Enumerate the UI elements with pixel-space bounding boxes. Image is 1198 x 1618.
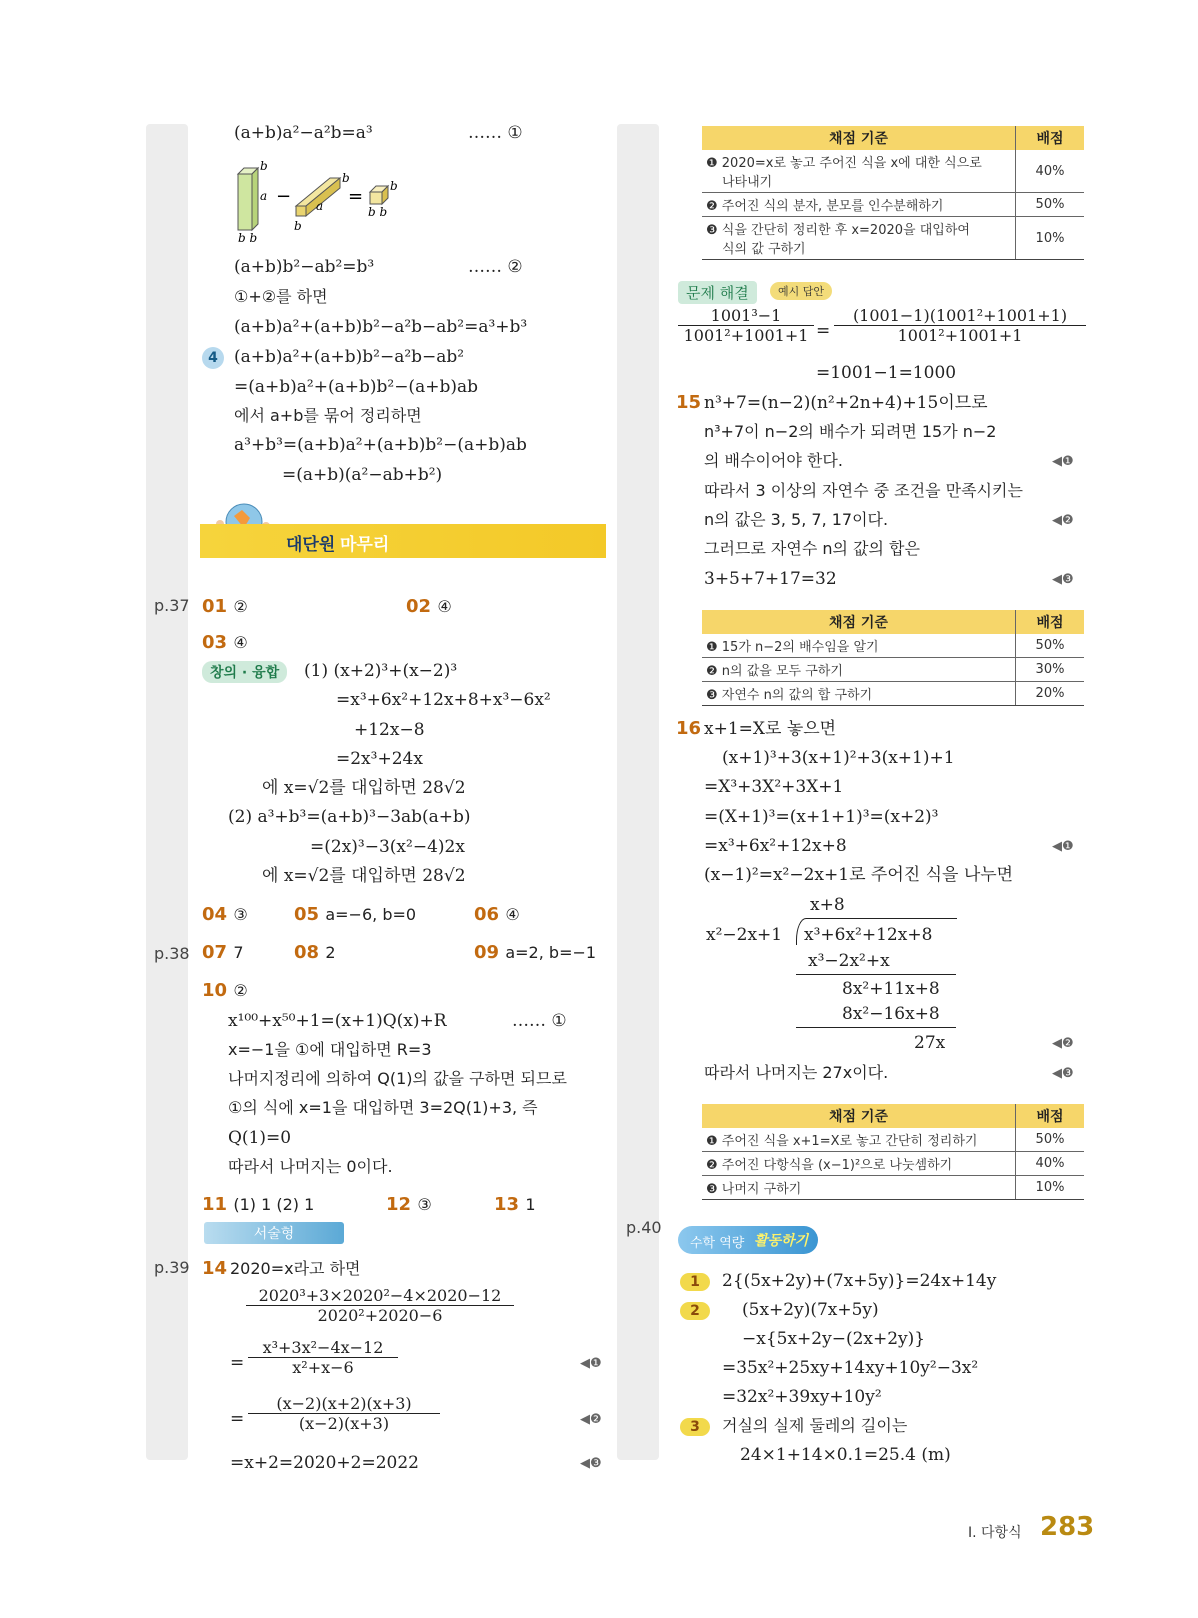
t3-row-3-points: 10%: [1016, 1176, 1085, 1200]
div-remainder-1: 8x²+11x+8: [842, 979, 940, 999]
creative-line-2: =x³+6x²+12x+8+x³−6x²: [336, 690, 551, 710]
q10-line-6: 따라서 나머지는 0이다.: [228, 1157, 393, 1176]
creative-line-1: (1) (x+2)³+(x−2)³: [304, 661, 458, 681]
answer-06: 06 ④: [474, 904, 520, 925]
activity-line-7: 24×1+14×0.1=25.4 (m): [740, 1445, 951, 1465]
q15-line-6: 그러므로 자연수 n의 값의 합은: [704, 539, 920, 558]
q14-f1-den: 2020²+2020−6: [317, 1306, 443, 1325]
activity-line-3: −x{5x+2y−(2x+2y)}: [742, 1329, 926, 1349]
band-title-part1: 대단원: [286, 535, 336, 555]
t2-row-3-points: 20%: [1016, 682, 1085, 706]
t2-row-2-criteria: ❷ n의 값을 모두 구하기: [702, 658, 1016, 682]
creative-line-6: (2) a³+b³=(a+b)³−3ab(a+b): [228, 807, 471, 827]
step-4-line-4: a³+b³=(a+b)a²+(a+b)b²−(a+b)ab: [234, 435, 527, 455]
q10-line-4: ①의 식에 x=1을 대입하면 3=2Q(1)+3, 즉: [228, 1098, 538, 1117]
div-quotient: x+8: [810, 895, 845, 915]
right-margin-bar: [617, 124, 659, 1460]
q15-line-2: n³+7이 n−2의 배수가 되려면 15가 n−2: [704, 422, 997, 441]
q14-fraction-2: [248, 1338, 398, 1377]
q10-line-3: 나머지정리에 의하여 Q(1)의 값을 구하면 되므로: [228, 1069, 567, 1088]
combine-text: ①+②를 하면: [234, 287, 328, 306]
q15-line-3: 의 배수이어야 한다.: [704, 451, 843, 470]
eq-3: (a+b)a²+(a+b)b²−a²b−ab²=a³+b³: [234, 317, 528, 337]
div-rule-1: [796, 974, 956, 975]
t3-row-1-points: 50%: [1016, 1128, 1085, 1152]
label-a: a: [260, 189, 268, 203]
q14-f3-den: (x−2)(x+3): [298, 1414, 390, 1433]
div-subtract-2: 8x²−16x+8: [842, 1004, 940, 1024]
ps-f1-num: 1001³−1: [678, 306, 814, 326]
ps-fraction-1: [678, 306, 814, 345]
ps-eq: =: [816, 321, 831, 341]
t1-row-2-criteria: ❷ 주어진 식의 분자, 분모를 인수분해하기: [702, 193, 1016, 217]
creative-line-3: +12x−8: [354, 720, 425, 740]
q16-line-1: x+1=X로 놓으면: [704, 719, 837, 739]
q15-marker-2: ◀❷: [1052, 513, 1074, 528]
page-ref-40: p.40: [626, 1218, 662, 1237]
t1-row-3-criteria: ❸ 식을 간단히 정리한 후 x=2020을 대입하여 식의 값 구하기: [702, 217, 1016, 260]
score-table-3: [702, 1104, 1084, 1200]
t3-row-2-points: 40%: [1016, 1152, 1085, 1176]
q14-last: =x+2=2020+2=2022: [230, 1453, 419, 1473]
answer-02: 02 ④: [406, 596, 452, 617]
diagram-eq: =: [348, 186, 364, 207]
band-title-part2: 마무리: [340, 535, 390, 555]
t3-row-1-criteria: ❶ 주어진 식을 x+1=X로 놓고 간단히 정리하기: [702, 1128, 1016, 1152]
q14-number: 14: [202, 1258, 228, 1279]
label-b-cube: b: [390, 179, 398, 193]
q16-line-5: =x³+6x²+12x+8: [704, 836, 847, 856]
t3-header-criteria: 채점 기준: [702, 1104, 1016, 1128]
label-a-long: a: [316, 199, 324, 213]
t2-row-2-points: 30%: [1016, 658, 1085, 682]
q15-line-4: 따라서 3 이상의 자연수 중 조건을 만족시키는: [704, 481, 1023, 500]
q16-marker-2: ◀❷: [1052, 1036, 1074, 1051]
q10-line-1-tag: …… ①: [512, 1011, 567, 1031]
div-subtract-1: x³−2x²+x: [808, 951, 890, 971]
div-dividend: x³+6x²+12x+8: [804, 925, 933, 945]
t2-row-1-points: 50%: [1016, 634, 1085, 658]
q14-fraction-1: [246, 1286, 514, 1325]
q14-f1-num: 2020³+3×2020²−4×2020−12: [246, 1286, 514, 1306]
q14-fraction-3: [248, 1394, 440, 1433]
q14-marker-3: ◀❸: [580, 1456, 602, 1471]
div-rule-2: [796, 1027, 956, 1028]
q16-line-2: (x+1)³+3(x+1)²+3(x+1)+1: [722, 748, 955, 768]
answer-12: 12 ③: [386, 1194, 432, 1215]
q14-f2-num: x³+3x²−4x−12: [248, 1338, 398, 1358]
t2-header-criteria: 채점 기준: [702, 610, 1016, 634]
q15-line-7: 3+5+7+17=32: [704, 569, 837, 589]
t3-header-points: 배점: [1016, 1104, 1085, 1128]
activity-line-4: =35x²+25xy+14xy+10y²−3x²: [722, 1358, 979, 1378]
cuboid-diagram: [232, 158, 412, 242]
answer-03: 03 ④: [202, 632, 248, 653]
answer-13: 13 1: [494, 1194, 536, 1215]
label-b-bottom: b b: [238, 231, 258, 242]
q10-line-2: x=−1을 ①에 대입하면 R=3: [228, 1040, 432, 1059]
creative-line-8: 에 x=√2를 대입하면 28√2: [262, 866, 466, 886]
ps-f1-den: 1001²+1001+1: [683, 326, 809, 345]
t2-row-1-criteria: ❶ 15가 n−2의 배수임을 알기: [702, 634, 1016, 658]
t1-row-2-points: 50%: [1016, 193, 1085, 217]
eq-2: (a+b)b²−ab²=b³: [234, 257, 375, 277]
page-ref-37: p.37: [154, 596, 190, 615]
label-b-long: b: [342, 171, 350, 185]
step-4-circle: 4: [202, 347, 224, 369]
creative-line-5: 에 x=√2를 대입하면 28√2: [262, 778, 466, 798]
step-4-line-3: 에서 a+b를 묶어 정리하면: [234, 406, 422, 425]
answer-05: 05 a=−6, b=0: [294, 904, 417, 925]
eq-2-tag: …… ②: [468, 257, 523, 277]
t3-row-3-criteria: ❸ 나머지 구하기: [702, 1176, 1016, 1200]
section-band: [200, 524, 606, 558]
q16-line-4: =(X+1)³=(x+1+1)³=(x+2)³: [704, 807, 939, 827]
activity-step-2: 2: [680, 1302, 710, 1320]
creative-line-7: =(2x)³−3(x²−4)2x: [310, 837, 465, 857]
creative-badge: 창의 · 융합: [202, 661, 287, 683]
q14-eq-1: =: [230, 1353, 245, 1373]
div-remainder-2: 27x: [914, 1033, 946, 1053]
step-4-line-5: =(a+b)(a²−ab+b²): [282, 465, 443, 485]
q16-number: 16: [676, 718, 702, 739]
small-cube: [370, 186, 388, 204]
diagram-minus: −: [276, 186, 292, 207]
footer-chapter: Ⅰ. 다항식: [968, 1525, 1022, 1541]
q16-line-6: (x−1)²=x²−2x+1로 주어진 식을 나누면: [704, 865, 1014, 885]
math-activity-badge-b: 활동하기: [754, 1233, 809, 1249]
q16-marker-3: ◀❸: [1052, 1066, 1074, 1081]
answer-10: 10 ②: [202, 980, 248, 1001]
q15-line-1: n³+7=(n−2)(n²+2n+4)+15이므로: [704, 393, 988, 413]
t2-header-points: 배점: [1016, 610, 1085, 634]
q14-intro: 2020=x라고 하면: [230, 1259, 361, 1278]
t2-row-3-criteria: ❸ 자연수 n의 값의 합 구하기: [702, 682, 1016, 706]
score-table-2: [702, 610, 1084, 706]
ps-f2-den: 1001²+1001+1: [897, 326, 1023, 345]
t1-row-1-criteria: ❶ 2020=x로 놓고 주어진 식을 x에 대한 식으로 나타내기: [702, 150, 1016, 193]
t1-header-criteria: 채점 기준: [702, 126, 1016, 150]
page-ref-38: p.38: [154, 944, 190, 963]
label-b-long2: b: [294, 219, 302, 233]
activity-line-1: 2{(5x+2y)+(7x+5y)}=24x+14y: [722, 1271, 997, 1291]
q14-f3-num: (x−2)(x+2)(x+3): [248, 1394, 440, 1414]
q14-marker-2: ◀❷: [580, 1412, 602, 1427]
q10-line-1: x¹⁰⁰+x⁵⁰+1=(x+1)Q(x)+R: [228, 1011, 447, 1031]
q14-f2-den: x²+x−6: [292, 1358, 354, 1377]
label-b-cube2: b b: [368, 205, 388, 219]
ps-result: =1001−1=1000: [816, 363, 957, 383]
answer-01: 01 ②: [202, 596, 248, 617]
answer-09: 09 a=2, b=−1: [474, 942, 597, 963]
example-answer-badge: 예시 답안: [770, 282, 832, 300]
footer-page-number: 283: [1040, 1512, 1095, 1542]
tall-cuboid: [238, 168, 258, 230]
essay-badge: 서술형: [204, 1222, 344, 1244]
activity-line-5: =32x²+39xy+10y²: [722, 1387, 882, 1407]
activity-line-6: 거실의 실제 둘레의 길이는: [722, 1416, 908, 1435]
div-divisor: x²−2x+1: [706, 925, 783, 945]
t3-row-2-criteria: ❷ 주어진 다항식을 (x−1)²으로 나눗셈하기: [702, 1152, 1016, 1176]
q15-marker-1: ◀❶: [1052, 454, 1074, 469]
ps-f2-num: (1001−1)(1001²+1001+1): [834, 306, 1086, 326]
t1-row-1-points: 40%: [1016, 150, 1085, 193]
answer-11: 11 (1) 1 (2) 1: [202, 1194, 315, 1215]
q15-number: 15: [676, 392, 702, 413]
label-b-top: b: [260, 159, 268, 173]
q16-marker-1: ◀❶: [1052, 839, 1074, 854]
score-table-1: [702, 126, 1084, 260]
problem-solving-badge: 문제 해결: [678, 281, 757, 304]
activity-step-1: 1: [680, 1273, 710, 1291]
activity-step-3: 3: [680, 1418, 710, 1436]
eq-1: (a+b)a²−a²b=a³: [234, 123, 373, 143]
q16-line-3: =X³+3X²+3X+1: [704, 777, 844, 797]
q10-line-5: Q(1)=0: [228, 1128, 292, 1148]
q15-marker-3: ◀❸: [1052, 572, 1074, 587]
answer-07: 07 7: [202, 942, 244, 963]
t1-header-points: 배점: [1016, 126, 1085, 150]
t1-row-3-points: 10%: [1016, 217, 1085, 260]
answer-08: 08 2: [294, 942, 336, 963]
step-4-line-1: (a+b)a²+(a+b)b²−a²b−ab²: [234, 347, 465, 367]
math-activity-badge: [678, 1226, 818, 1254]
step-4-line-2: =(a+b)a²+(a+b)b²−(a+b)ab: [234, 377, 478, 397]
q14-eq-2: =: [230, 1409, 245, 1429]
answer-04: 04 ③: [202, 904, 248, 925]
math-activity-badge-a: 수학 역량: [690, 1236, 745, 1251]
q16-line-7: 따라서 나머지는 27x이다.: [704, 1063, 889, 1082]
q14-marker-1: ◀❶: [580, 1356, 602, 1371]
page-ref-39: p.39: [154, 1258, 190, 1277]
ps-fraction-2: [834, 306, 1086, 345]
eq-1-tag: …… ①: [468, 123, 523, 143]
q15-line-5: n의 값은 3, 5, 7, 17이다.: [704, 510, 889, 529]
activity-line-2: (5x+2y)(7x+5y): [742, 1300, 879, 1320]
creative-line-4: =2x³+24x: [336, 749, 423, 769]
